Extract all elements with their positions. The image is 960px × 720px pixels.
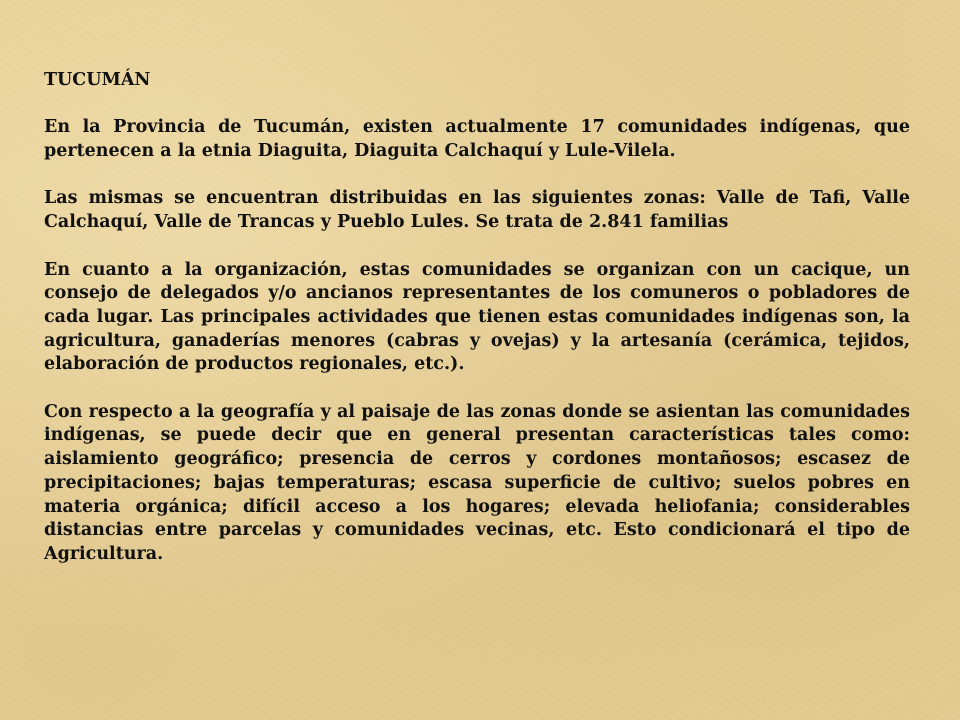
paragraph-geography: Con respecto a la geografía y al paisaje de las zonas donde se asientan las comunidades indígenas, se puede decir que en general presentan características tales como: aislamiento geográfico; presencia de cerros y cordones montañosos; escasez de precipitaciones; bajas temperaturas; escasa superficie de cultivo; suelos pobres en materia orgánica; difícil acceso a los hogares; elevada heliofania; considerables distancias entre parcelas y comunidades vecinas, etc. Esto condicionará el tipo de Agricultura. [44,401,910,564]
slide-title: TUCUMÁN [44,70,151,90]
paragraph-organization: En cuanto a la organización, estas comunidades se organizan con un cacique, un consejo de delegados y/o ancianos representantes de los comuneros o pobladores de cada lugar. Las principales actividades que tienen estas comunidades indígenas son, la agricultura, ganaderías menores (cabras y ovejas) y la artesanía (cerámica, tejidos, elaboración de productos regionales, etc.). [44,259,910,375]
slide-body [44,69,910,590]
paragraph-communities: En la Provincia de Tucumán, existen actualmente 17 comunidades indígenas, que pertenecen a la etnia Diaguita, Diaguita Calchaquí y Lule-Vilela. [44,117,910,162]
paragraph-zones: Las mismas se encuentran distribuidas en las siguientes zonas: Valle de Tafi, Valle Calchaquí, Valle de Trancas y Pueblo Lules. Se trata de 2.841 familias [44,188,910,233]
